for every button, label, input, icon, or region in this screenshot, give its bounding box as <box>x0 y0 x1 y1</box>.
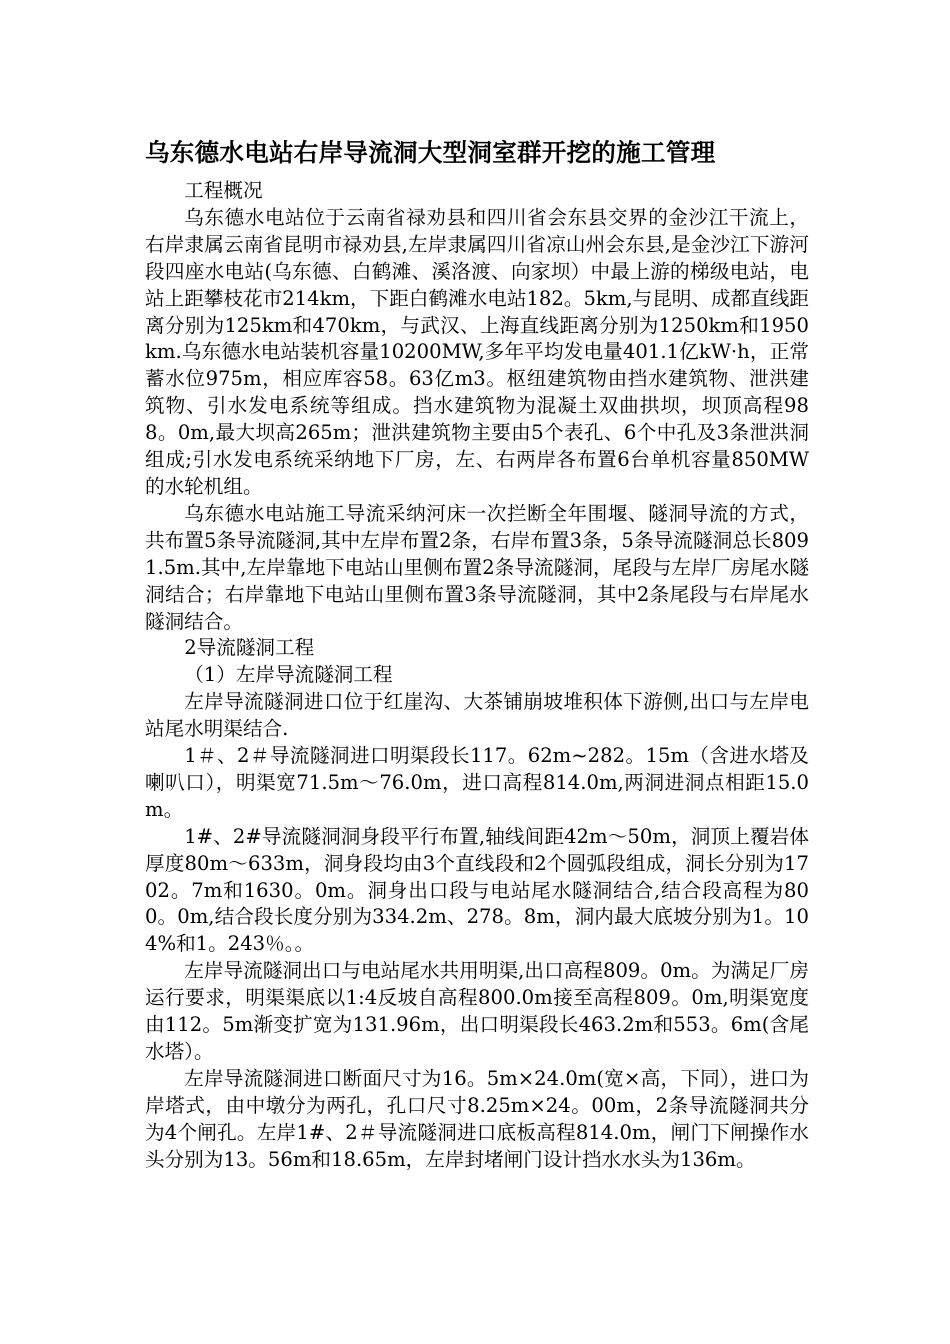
document-body <box>145 178 809 1174</box>
section-heading-overview: 工程概况 <box>184 179 263 202</box>
section-heading-diversion-tunnels: 2导流隧洞工程 <box>184 636 315 660</box>
document-page <box>145 132 809 1174</box>
paragraph-inlet-channel: 1＃、2＃导流隧洞进口明渠段长117。62m~282。15m（含进水塔及喇叭口），明渠宽71.5m～76.0m，进口高程814.0m,两洞进洞点相距15.0m。 <box>145 744 809 821</box>
paragraph-diversion-scheme: 乌东德水电站施工导流采纳河床一次拦断全年围堰、隧洞导流的方式，共布置5条导流隧洞,其中左岸布置2条，右岸布置3条，5条导流隧洞总长8091.5m.其中,左岸靠地下电站山里侧布置2条导流隧洞，尾段与左岸厂房尾水隧洞结合；右岸靠地下电站山里侧布置3条导流隧洞，其中2条尾段与右岸尾水隧洞结合。 <box>145 501 809 633</box>
paragraph-outlet-channel: 左岸导流隧洞出口与电站尾水共用明渠,出口高程809。0m。为满足厂房运行要求，明渠渠底以1:4反坡自高程800.0m接至高程809。0m,明渠宽度由112。5m渐变扩宽为131.96m，出口明渠段长463.2m和553。6m(含尾水塔）。 <box>145 959 809 1063</box>
paragraph-tunnel-body: 1#、2#导流隧洞洞身段平行布置,轴线间距42m～50m，洞顶上覆岩体厚度80m～633m，洞身段均由3个直线段和2个圆弧段组成，洞长分别为1702。7m和1630。0m。洞身出口段与电站尾水隧洞结合,结合段高程为800。0m,结合段长度分别为334.2m、278。8m，洞内最大底坡分别为1。104%和1。243％。。 <box>145 824 809 956</box>
paragraph-project-location: 乌东德水电站位于云南省禄劝县和四川省会东县交界的金沙江干流上，右岸隶属云南省昆明市禄劝县,左岸隶属四川省凉山州会东县,是金沙江下游河段四座水电站(乌东德、白鹤滩、溪洛渡、向家坝）中最上游的梯级电站，电站上距攀枝花市214km，下距白鹤滩水电站182。5km,与昆明、成都直线距离分别为125km和470km，与武汉、上海直线距离分别为1250km和1950km.乌东德水电站装机容量10200MW,多年平均发电量401.1亿kW·h，正常蓄水位975m，相应库容58。63亿m3。枢纽建筑物由挡水建筑物、泄洪建筑物、引水发电系统等组成。挡水建筑物为混凝土双曲拱坝，坝顶高程988。0m,最大坝高265m；泄洪建筑物主要由5个表孔、6个中孔及3条泄洪洞组成;引水发电系统采纳地下厂房，左、右两岸各布置6台单机容量850MW的水轮机组。 <box>145 205 809 498</box>
paragraph-left-inlet-location: 左岸导流隧洞进口位于红崖沟、大茶铺崩坡堆积体下游侧,出口与左岸电站尾水明渠结合. <box>145 690 809 741</box>
subsection-heading-left-bank: （1）左岸导流隧洞工程 <box>184 663 393 687</box>
paragraph-inlet-section: 左岸导流隧洞进口断面尺寸为16。5m×24.0m(宽×高，下同），进口为岸塔式，由中墩分为两孔，孔口尺寸8.25m×24。00m，2条导流隧洞共分为4个闸孔。左岸1#、2＃导流隧洞进口底板高程814.0m，闸门下闸操作水头分别为13。56m和18.65m，左岸封堵闸门设计挡水水头为136m。 <box>145 1066 809 1171</box>
document-title: 乌东德水电站右岸导流洞大型洞室群开挖的施工管理 <box>145 138 716 167</box>
